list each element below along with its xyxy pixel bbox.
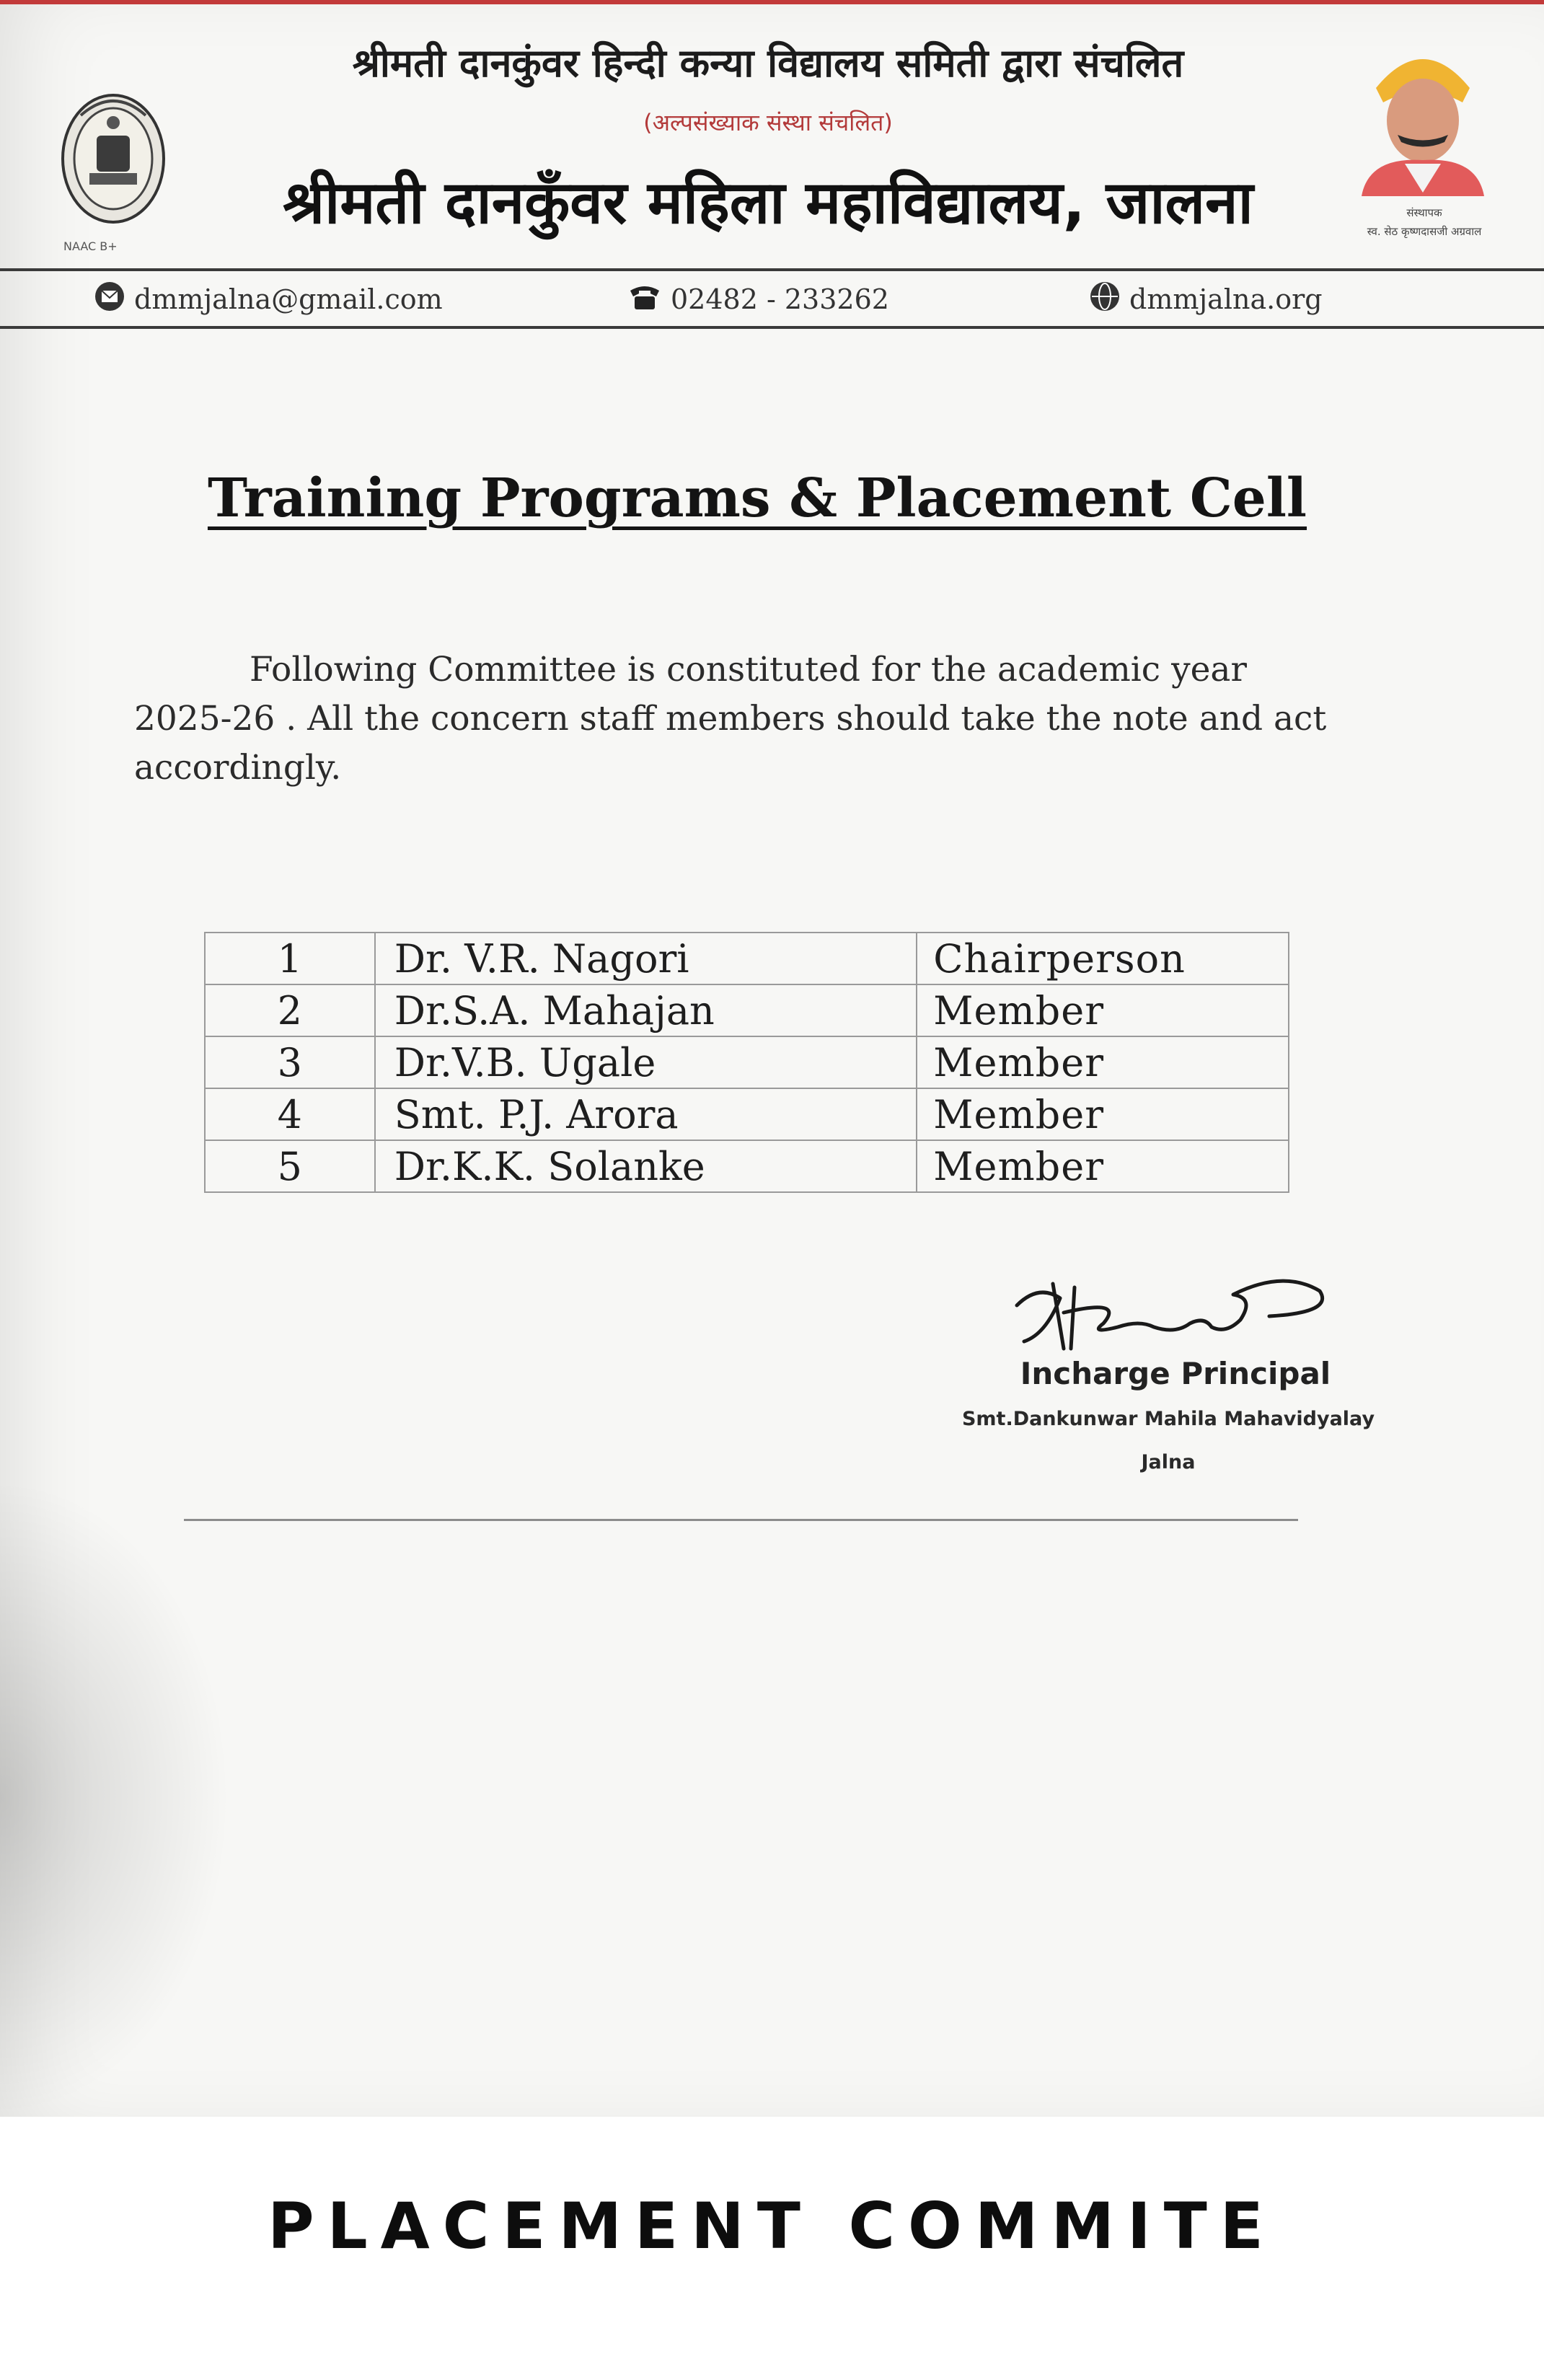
serial-number: 2: [205, 984, 375, 1036]
contact-phone[interactable]: [627, 281, 889, 317]
serial-number: 3: [205, 1036, 375, 1088]
image-caption: PLACEMENT COMMITE: [268, 2189, 1276, 2263]
serial-number: 5: [205, 1140, 375, 1192]
notice-body: Following Committee is constituted for the academic year 2025-26 . All the concern staff members should take the note and act accordingly.: [134, 650, 1327, 788]
member-name: Dr.S.A. Mahajan: [375, 984, 917, 1036]
header-rule-top: [0, 268, 1544, 271]
document-title: Training Programs & Placement Cell: [207, 467, 1307, 529]
portrait-caption: संस्थापक स्व. सेठ कृष्णदासजी अग्रवाल: [1367, 206, 1482, 238]
email-icon: [94, 281, 125, 319]
top-accent-strip: [0, 0, 1544, 4]
table-row: [205, 1036, 1289, 1088]
table-row: [205, 933, 1289, 984]
header-rule-bottom: [0, 326, 1544, 329]
member-name: Dr. V.R. Nagori: [375, 933, 917, 984]
signatory-title: Incharge Principal: [1020, 1356, 1331, 1391]
founder-portrait: [1347, 38, 1499, 196]
contact-email[interactable]: [94, 281, 443, 317]
phone-text: 02482 - 233262: [671, 283, 889, 315]
member-name: Dr.V.B. Ugale: [375, 1036, 917, 1088]
member-role: Member: [917, 1140, 1289, 1192]
minority-note: (अल्पसंख्याक संस्था संचलित): [643, 109, 893, 136]
serial-number: 4: [205, 1088, 375, 1140]
member-name: Smt. P.J. Arora: [375, 1088, 917, 1140]
member-role: Member: [917, 1036, 1289, 1088]
signatory-city: Jalna: [1141, 1451, 1196, 1473]
member-role: Chairperson: [917, 933, 1289, 984]
principal-signature: [995, 1255, 1341, 1363]
website-text: dmmjalna.org: [1129, 283, 1323, 315]
society-name: श्रीमती दानकुंवर हिन्दी कन्या विद्यालय समिती द्वारा संचलित: [352, 40, 1184, 86]
table-row: [205, 1088, 1289, 1140]
naac-label: NAAC B+: [63, 239, 118, 253]
table-row: [205, 1140, 1289, 1192]
email-text: dmmjalna@gmail.com: [134, 283, 443, 315]
globe-icon: [1089, 281, 1121, 319]
college-name: श्रीमती दानकुँवर महिला महाविद्यालय, जालना: [283, 169, 1253, 237]
footer-rule: [184, 1519, 1298, 1521]
signatory-org: Smt.Dankunwar Mahila Mahavidyalay: [961, 1408, 1375, 1430]
member-role: Member: [917, 1088, 1289, 1140]
contact-website[interactable]: [1089, 281, 1323, 317]
member-role: Member: [917, 984, 1289, 1036]
phone-icon: [627, 281, 662, 319]
paper-shadow: [0, 1478, 231, 2117]
committee-table: [204, 932, 1289, 1193]
college-emblem-icon: [52, 72, 175, 238]
table-row: [205, 984, 1289, 1036]
member-name: Dr.K.K. Solanke: [375, 1140, 917, 1192]
serial-number: 1: [205, 933, 375, 984]
